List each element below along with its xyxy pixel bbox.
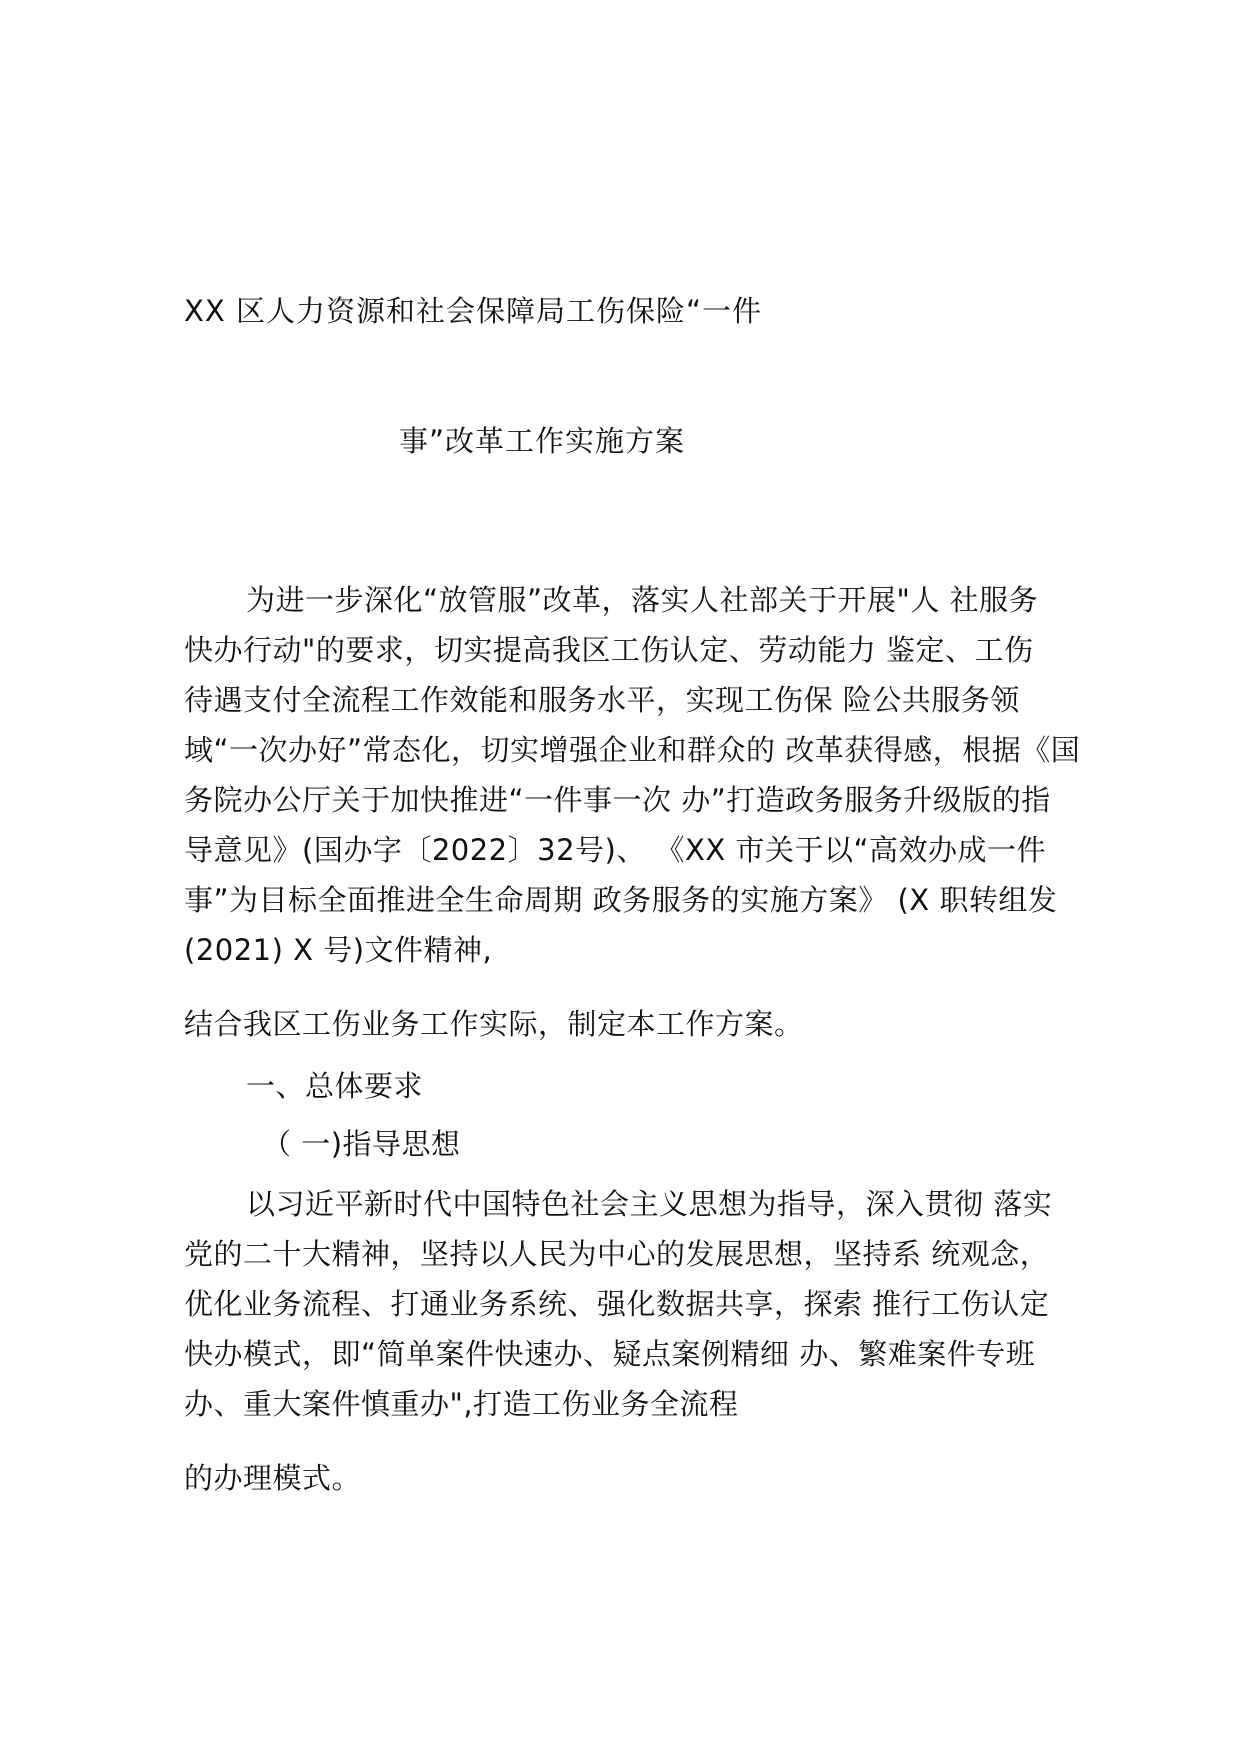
paragraph-line: 党的二十大精神，坚持以人民为中心的发展思想，坚持系 统观念， bbox=[184, 1237, 1050, 1271]
paragraph-line: 待遇支付全流程工作效能和服务水平，实现工伤保 险公共服务领 bbox=[184, 683, 1020, 717]
paragraph-line: 结合我区工伤业务工作实际，制定本工作方案。 bbox=[184, 1007, 804, 1041]
document-title-line-2: 事”改革工作实施方案 bbox=[399, 424, 686, 458]
paragraph-line: 事”为目标全面推进全生命周期 政务服务的实施方案》 (X 职转组发 bbox=[184, 883, 1058, 917]
paragraph-line: 优化业务流程、打通业务系统、强化数据共享，探索 推行工伤认定 bbox=[184, 1287, 1050, 1321]
paragraph-line: 务院办公厅关于加快推进“一件事一次 办”打造政务服务升级版的指 bbox=[184, 783, 1051, 817]
subsection-heading: （ 一)指导思想 bbox=[262, 1127, 461, 1161]
paragraph-line: 的办理模式。 bbox=[184, 1461, 362, 1495]
paragraph-line: 域“一次办好”常态化，切实增强企业和群众的 改革获得感，根据《国 bbox=[184, 733, 1081, 767]
paragraph-line: (2021) X 号)文件精神, bbox=[184, 933, 493, 967]
paragraph-line: 以习近平新时代中国特色社会主义思想为指导，深入贯彻 落实 bbox=[246, 1187, 1053, 1221]
paragraph-line: 快办行动"的要求，切实提高我区工伤认定、劳动能力 鉴定、工伤 bbox=[184, 633, 1034, 667]
section-heading: 一、总体要求 bbox=[246, 1069, 424, 1103]
paragraph-line: 为进一步深化“放管服”改革，落实人社部关于开展"人 社服务 bbox=[246, 583, 1039, 617]
document-title-line-1: XX 区人力资源和社会保障局工伤保险“一件 bbox=[184, 294, 762, 328]
paragraph-line: 导意见》(国办字〔2022〕32号)、 《XX 市关于以“高效办成一件 bbox=[184, 833, 1047, 867]
paragraph-line: 办、重大案件慎重办",打造工伤业务全流程 bbox=[184, 1387, 739, 1421]
paragraph-line: 快办模式，即“简单案件快速办、疑点案例精细 办、繁难案件专班 bbox=[184, 1337, 1036, 1371]
